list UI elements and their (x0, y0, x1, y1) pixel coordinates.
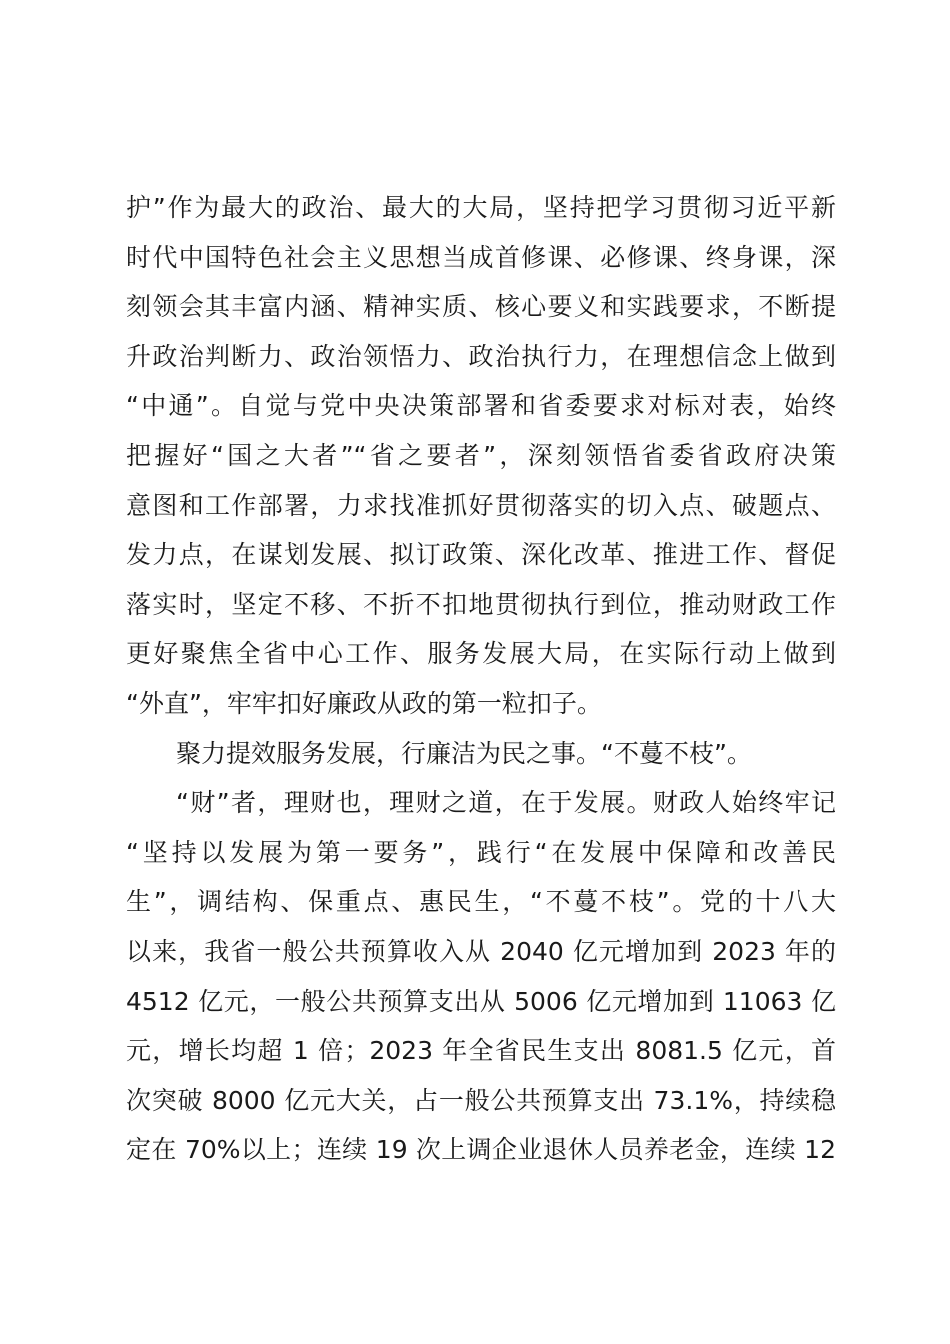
section-heading: 聚力提效服务发展，行廉洁为民之事。“不蔓不枝”。 (176, 738, 752, 768)
paragraph-integrity-mindset (126, 183, 836, 729)
text-line: “中通”。自觉与党中央决策部署和省委要求对标对表，始终 (126, 391, 836, 421)
text-line: 定在 70%以上；连续 19 次上调企业退休人员养老金，连续 12 (126, 1135, 836, 1165)
text-line: 元，增长均超 1 倍；2023 年全省民生支出 8081.5 亿元，首 (126, 1036, 836, 1066)
text-line: 落实时，坚定不移、不折不扣地贯彻执行到位，推动财政工作 (126, 589, 836, 619)
text-line: 时代中国特色社会主义思想当成首修课、必修课、终身课，深 (126, 242, 836, 272)
text-line: “财”者，理财也，理财之道，在于发展。财政人始终牢记 (176, 788, 836, 818)
text-line: 把握好“国之大者”“省之要者”，深刻领悟省委省政府决策 (126, 440, 836, 470)
text-line: 意图和工作部署，力求找准抓好贯彻落实的切入点、破题点、 (126, 490, 836, 520)
text-line: 生”，调结构、保重点、惠民生，“不蔓不枝”。党的十八大 (126, 887, 836, 917)
text-line: 升政治判断力、政治领悟力、政治执行力，在理想信念上做到 (126, 341, 836, 371)
paragraph-finance-development (126, 778, 836, 1175)
text-line: 更好聚焦全省中心工作、服务发展大局，在实际行动上做到 (126, 639, 836, 669)
text-line: “外直”，牢牢扣好廉政从政的第一粒扣子。 (126, 688, 602, 718)
text-line: “坚持以发展为第一要务”，践行“在发展中保障和改善民 (126, 837, 836, 867)
text-line: 次突破 8000 亿元大关，占一般公共预算支出 73.1%，持续稳 (126, 1085, 836, 1115)
text-line: 护”作为最大的政治、最大的大局，坚持把学习贯彻习近平新 (126, 193, 836, 222)
body-text (126, 183, 836, 1175)
section-heading-paragraph (126, 729, 836, 779)
text-line: 4512 亿元，一般公共预算支出从 5006 亿元增加到 11063 亿 (126, 986, 836, 1016)
text-line: 刻领会其丰富内涵、精神实质、核心要义和实践要求，不断提 (126, 292, 836, 322)
text-line: 发力点，在谋划发展、拟订政策、深化改革、推进工作、督促 (126, 540, 836, 570)
text-line: 以来，我省一般公共预算收入从 2040 亿元增加到 2023 年的 (126, 936, 836, 966)
